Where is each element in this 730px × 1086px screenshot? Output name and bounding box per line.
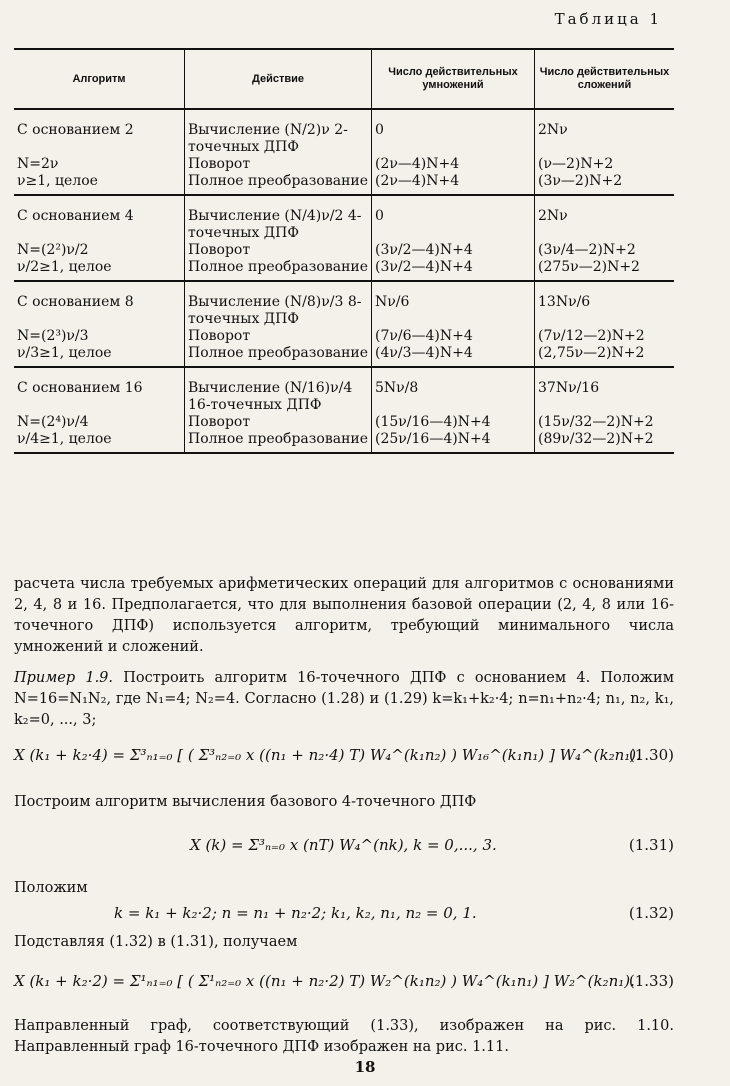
table-cell: (15ν/16—4)N+4 [372,414,535,431]
table-cell: (7ν/12—2)N+2 [535,328,675,345]
table-row [14,367,674,414]
table-cell: (25ν/16—4)N+4 [372,431,535,453]
table-cell: (3ν—2)N+2 [535,173,675,195]
table-cell: Полное преобразование [185,431,372,453]
table-cell: (3ν/2—4)N+4 [372,259,535,281]
header-algorithm: Алгоритм [14,49,185,109]
equation-number: (1.30) [628,746,674,764]
table-cell: Полное преобразование [185,173,372,195]
table-cell: Nν/6 [372,281,535,328]
header-action: Действие [185,49,372,109]
table-cell: N=(2⁴)ν/4 [17,414,89,430]
table-row [14,328,674,345]
table-cell: (3ν/4—2)N+2 [535,242,675,259]
table-cell: (2,75ν—2)N+2 [535,345,675,367]
table-cell: ν/3≥1, целое [14,345,185,367]
table-row [14,414,674,431]
table-row [14,195,674,242]
table-cell: (275ν—2)N+2 [535,259,675,281]
table-cell: N=(2²)ν/2 [17,242,89,258]
table-cell: 0 [372,109,535,156]
table-cell: 2Nν [535,195,675,242]
paragraph-substituting: Подставляя (1.32) в (1.31), получаем [14,934,298,950]
table-cell: (2ν—4)N+4 [372,156,535,173]
table-row [14,431,674,453]
table-cell: Вычисление (N/2)ν 2-точечных ДПФ [185,109,372,156]
table-cell: Вычисление (N/16)ν/4 16-точечных ДПФ [185,367,372,414]
table-cell: С основанием 16 [17,380,143,396]
table-cell: Поворот [185,242,372,259]
header-additions: Число действительных сложений [535,49,675,109]
table-cell: С основанием 2 [17,122,134,138]
equation-number: (1.31) [628,836,674,854]
equation-1-31 [190,828,674,868]
paragraph-ops-count: расчета числа требуемых арифметических операций для алгоритмов с основаниями 2, 4, 8 и 16. Предполагается, что для выполнения базовой операции (2, 4, 8 или 16-точечного ДПФ) используется алгоритм, требующий минимального числа умножений и сложений. [14,576,674,655]
table-cell: (4ν/3—4)N+4 [372,345,535,367]
table-cell: Поворот [185,414,372,431]
example-text: Построить алгоритм 16-точечного ДПФ с основанием 4. Положим N=16=N₁N₂, где N₁=4; N₂=4. Согласно (1.28) и (1.29) k=k₁+k₂·4; n=n₁+n₂·4; n₁, n₂, k₁, k₂=0, ..., 3; [14,670,674,728]
equation-expression: X (k₁ + k₂·4) = Σ³ₙ₁₌₀ [ ( Σ³ₙ₂₌₀ x ((n₁ + n₂·4) T) W₄^(k₁n₂) ) W₁₆^(k₁n₁) ] W₄^(k₂n₁). [14,746,641,764]
table-title: Таблица 1 [554,10,662,28]
table-cell: N=2ν [17,156,59,172]
table-cell: ν≥1, целое [14,173,185,195]
header-multiplications: Число действительных умножений [372,49,535,109]
equation-expression: k = k₁ + k₂·2; n = n₁ + n₂·2; k₁, k₂, n₁, n₂ = 0, 1. [114,904,477,922]
table-cell: ν/4≥1, целое [14,431,185,453]
equation-number: (1.33) [628,972,674,990]
table-cell: С основанием 8 [17,294,134,310]
table-row [14,345,674,367]
table-cell: Вычисление (N/8)ν/3 8-точечных ДПФ [185,281,372,328]
table-cell: 13Nν/6 [535,281,675,328]
table-cell: Поворот [185,156,372,173]
example-label: Пример 1.9. [14,670,114,686]
table-cell: 37Nν/16 [535,367,675,414]
table-cell: (2ν—4)N+4 [372,173,535,195]
table-cell: (ν—2)N+2 [535,156,675,173]
table-cell: 0 [372,195,535,242]
table-row [14,242,674,259]
table-cell: 5Nν/8 [372,367,535,414]
table-cell: N=(2³)ν/3 [17,328,89,344]
equation-1-33 [14,964,674,1004]
equation-number: (1.32) [628,904,674,922]
paragraph-graph: Направленный граф, соответствующий (1.33), изображен на рис. 1.10. Направленный граф 16-точечного ДПФ изображен на рис. 1.11. [14,1018,674,1055]
paragraph-let: Положим [14,880,88,896]
table-cell: Поворот [185,328,372,345]
paragraph-example [14,668,674,731]
table-row [14,156,674,173]
algorithms-table [14,48,674,454]
table-cell: (7ν/6—4)N+4 [372,328,535,345]
table-header-row [14,49,674,109]
table-cell: Вычисление (N/4)ν/2 4-точечных ДПФ [185,195,372,242]
table-cell: Полное преобразование [185,345,372,367]
table-cell: С основанием 4 [17,208,134,224]
table-row [14,109,674,156]
paragraph-build-basic: Построим алгоритм вычисления базового 4-точечного ДПФ [14,794,477,810]
equation-1-30 [14,738,674,778]
table-row [14,173,674,195]
equation-expression: X (k₁ + k₂·2) = Σ¹ₙ₁₌₀ [ ( Σ¹ₙ₂₌₀ x ((n₁ + n₂·2) T) W₂^(k₁n₂) ) W₄^(k₁n₁) ] W₂^(k₂n₁). [14,972,635,990]
table-cell: (15ν/32—2)N+2 [535,414,675,431]
table-row [14,259,674,281]
page-number: 18 [354,1058,376,1076]
table-cell: 2Nν [535,109,675,156]
table-cell: (3ν/2—4)N+4 [372,242,535,259]
equation-1-32 [114,896,674,936]
table-cell: ν/2≥1, целое [14,259,185,281]
table-cell: Полное преобразование [185,259,372,281]
table-cell: (89ν/32—2)N+2 [535,431,675,453]
equation-expression: X (k) = Σ³ₙ₌₀ x (nT) W₄^(nk), k = 0,..., 3. [190,836,497,854]
table-row [14,281,674,328]
